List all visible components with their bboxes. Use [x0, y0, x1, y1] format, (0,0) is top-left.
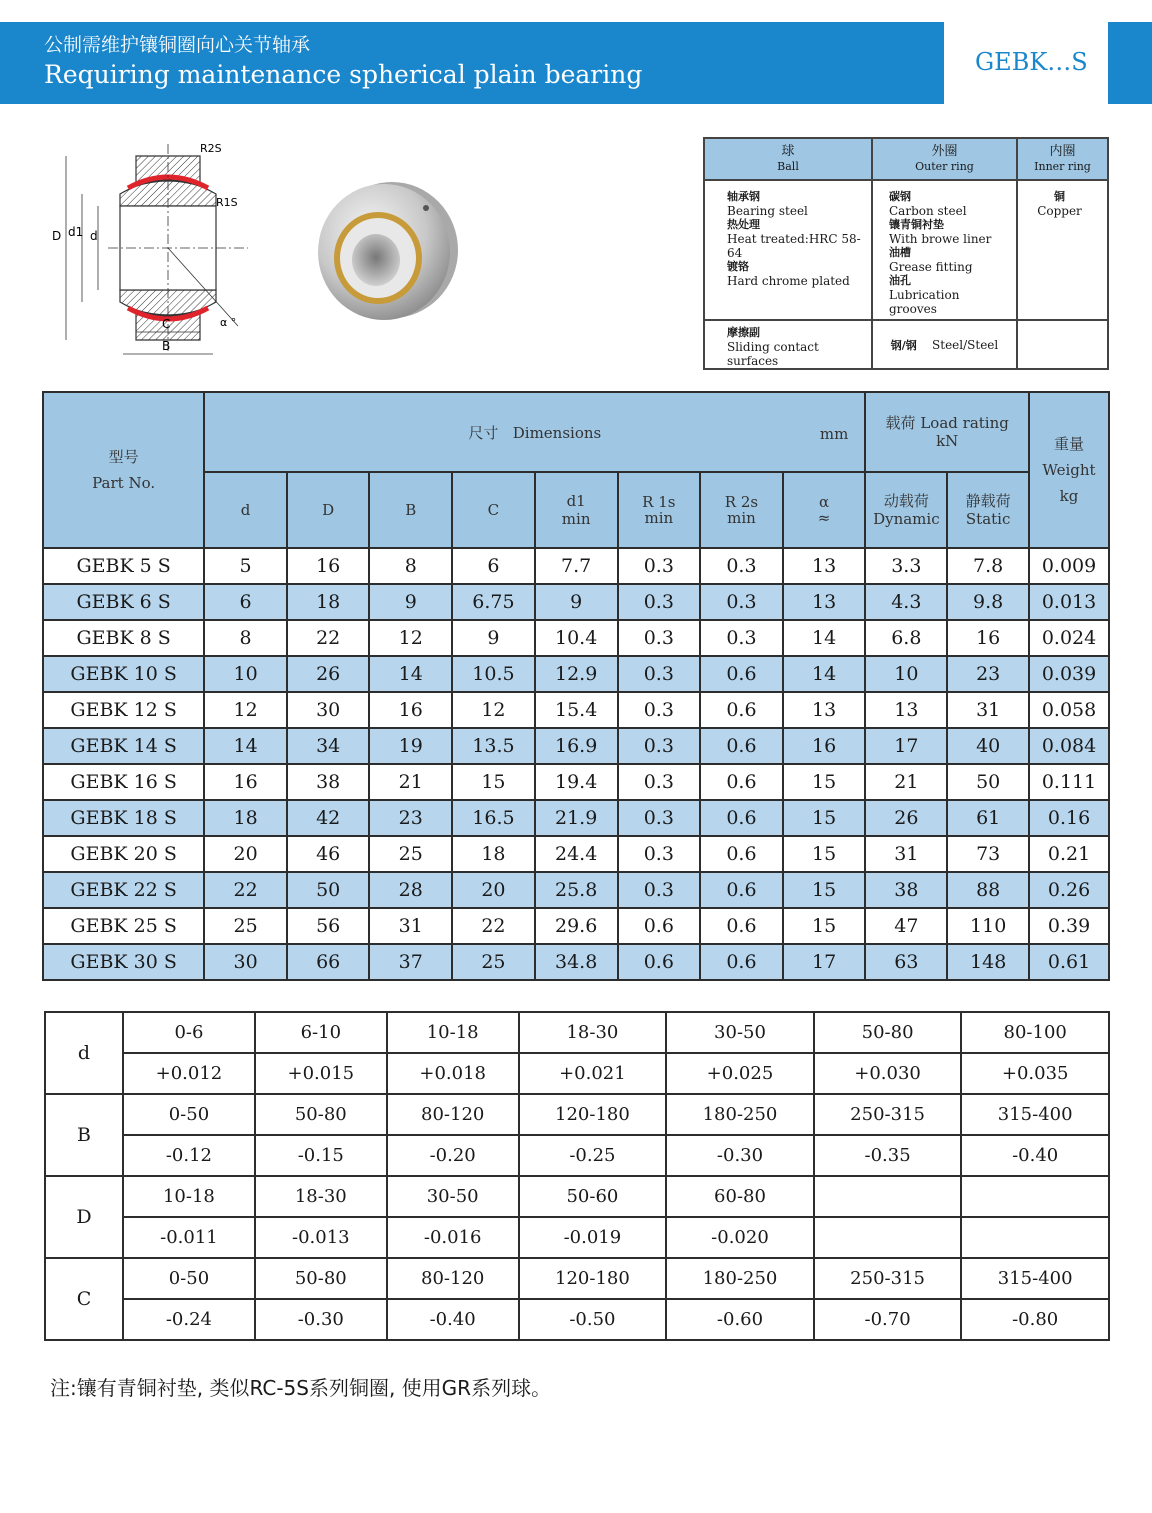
value-cell: 19: [369, 728, 452, 764]
col-r2s: R 2s min: [700, 472, 783, 548]
tolerance-value-cell: -0.12: [123, 1135, 255, 1176]
col-static: 静载荷 Static: [947, 472, 1029, 548]
col-d1: d1 min: [535, 472, 618, 548]
value-cell: 15: [783, 800, 866, 836]
tolerance-range-cell: 50-60: [519, 1176, 667, 1217]
value-cell: 13.5: [452, 728, 535, 764]
tolerance-value-cell: -0.016: [387, 1217, 519, 1258]
bearing-cross-section-diagram: [48, 136, 258, 360]
tolerance-value-cell: [961, 1217, 1109, 1258]
table-row: [43, 728, 1109, 764]
value-cell: 22: [287, 620, 370, 656]
value-cell: 18: [287, 584, 370, 620]
value-cell: 6: [204, 584, 287, 620]
tolerance-value-cell: -0.24: [123, 1299, 255, 1340]
tolerance-value-cell: -0.60: [666, 1299, 814, 1340]
part-number-cell: GEBK 20 S: [43, 836, 204, 872]
value-cell: 0.6: [700, 728, 783, 764]
col-C: C: [452, 472, 535, 548]
table-row: [43, 548, 1109, 584]
value-cell: 6.8: [865, 620, 947, 656]
tolerance-row: [45, 1135, 1109, 1176]
tolerance-range-cell: 80-100: [961, 1012, 1109, 1053]
value-cell: 38: [865, 872, 947, 908]
value-cell: 22: [204, 872, 287, 908]
table-row: [43, 944, 1109, 980]
part-number-cell: GEBK 14 S: [43, 728, 204, 764]
tolerance-group-label: B: [45, 1094, 123, 1176]
value-cell: 16.5: [452, 800, 535, 836]
tolerance-value-cell: -0.35: [814, 1135, 962, 1176]
tolerance-range-cell: 30-50: [387, 1176, 519, 1217]
tolerance-range-cell: [814, 1176, 962, 1217]
tolerance-row: [45, 1053, 1109, 1094]
value-cell: 0.3: [700, 584, 783, 620]
tolerance-row: [45, 1012, 1109, 1053]
value-cell: 0.3: [618, 872, 701, 908]
value-cell: 148: [947, 944, 1029, 980]
tolerance-range-cell: 120-180: [519, 1094, 667, 1135]
tolerance-range-cell: [961, 1176, 1109, 1217]
value-cell: 0.61: [1029, 944, 1109, 980]
value-cell: 7.7: [535, 548, 618, 584]
value-cell: 28: [369, 872, 452, 908]
value-cell: 18: [204, 800, 287, 836]
value-cell: 19.4: [535, 764, 618, 800]
value-cell: 0.058: [1029, 692, 1109, 728]
value-cell: 20: [452, 872, 535, 908]
tolerance-value-cell: -0.25: [519, 1135, 667, 1176]
value-cell: 22: [452, 908, 535, 944]
tolerance-range-cell: 50-80: [814, 1012, 962, 1053]
label-alpha: α °: [220, 316, 237, 329]
value-cell: 13: [865, 692, 947, 728]
tolerance-value-cell: -0.40: [961, 1135, 1109, 1176]
value-cell: 5: [204, 548, 287, 584]
value-cell: 13: [783, 548, 866, 584]
tolerance-value-cell: -0.15: [255, 1135, 387, 1176]
value-cell: 50: [947, 764, 1029, 800]
label-d1: d1: [68, 225, 84, 239]
part-number-cell: GEBK 18 S: [43, 800, 204, 836]
part-number-cell: GEBK 5 S: [43, 548, 204, 584]
tolerance-range-cell: 0-6: [123, 1012, 255, 1053]
value-cell: 0.3: [618, 800, 701, 836]
label-r2s: R2S: [200, 142, 222, 155]
table-row: [43, 800, 1109, 836]
value-cell: 24.4: [535, 836, 618, 872]
value-cell: 0.3: [618, 836, 701, 872]
tolerance-value-cell: +0.015: [255, 1053, 387, 1094]
value-cell: 16: [783, 728, 866, 764]
value-cell: 66: [287, 944, 370, 980]
table-row: [43, 836, 1109, 872]
part-number-cell: GEBK 16 S: [43, 764, 204, 800]
value-cell: 0.009: [1029, 548, 1109, 584]
ball-material-cell: 轴承钢 Bearing steel 热处理 Heat treated:HRC 58-64 镀铬 Hard chrome plated: [704, 180, 872, 320]
value-cell: 30: [287, 692, 370, 728]
value-cell: 31: [865, 836, 947, 872]
tolerance-table: [44, 1011, 1110, 1341]
value-cell: 10.4: [535, 620, 618, 656]
value-cell: 25: [452, 944, 535, 980]
part-number-cell: GEBK 10 S: [43, 656, 204, 692]
value-cell: 6: [452, 548, 535, 584]
value-cell: 21: [369, 764, 452, 800]
header-load-rating: 载荷 Load rating kN: [865, 392, 1029, 472]
table-row: [43, 908, 1109, 944]
value-cell: 16: [369, 692, 452, 728]
table-row: [43, 764, 1109, 800]
value-cell: 13: [783, 692, 866, 728]
label-C: C: [162, 317, 171, 331]
value-cell: 17: [783, 944, 866, 980]
value-cell: 7.8: [947, 548, 1029, 584]
bearing-photo: [308, 178, 460, 326]
value-cell: 0.21: [1029, 836, 1109, 872]
value-cell: 0.39: [1029, 908, 1109, 944]
tolerance-value-cell: -0.011: [123, 1217, 255, 1258]
value-cell: 16: [204, 764, 287, 800]
col-D: D: [287, 472, 370, 548]
value-cell: 0.039: [1029, 656, 1109, 692]
value-cell: 18: [452, 836, 535, 872]
tolerance-value-cell: -0.020: [666, 1217, 814, 1258]
value-cell: 31: [369, 908, 452, 944]
inner-ring-material-cell: 铜 Copper: [1017, 180, 1108, 320]
tolerance-value-cell: +0.012: [123, 1053, 255, 1094]
tolerance-row: [45, 1258, 1109, 1299]
tolerance-row: [45, 1299, 1109, 1340]
value-cell: 12: [452, 692, 535, 728]
value-cell: 14: [783, 656, 866, 692]
tolerance-value-cell: -0.20: [387, 1135, 519, 1176]
value-cell: 8: [369, 548, 452, 584]
value-cell: 0.6: [700, 836, 783, 872]
tolerance-group-label: d: [45, 1012, 123, 1094]
value-cell: 25: [204, 908, 287, 944]
part-number-cell: GEBK 30 S: [43, 944, 204, 980]
value-cell: 0.6: [700, 764, 783, 800]
value-cell: 0.6: [700, 908, 783, 944]
col-B: B: [369, 472, 452, 548]
value-cell: 15: [783, 908, 866, 944]
value-cell: 10: [865, 656, 947, 692]
col-dynamic: 动载荷 Dynamic: [865, 472, 947, 548]
value-cell: 25: [369, 836, 452, 872]
series-code: GEBK…S: [975, 48, 1088, 76]
tolerance-range-cell: 50-80: [255, 1258, 387, 1299]
value-cell: 9: [535, 584, 618, 620]
tolerance-row: [45, 1176, 1109, 1217]
value-cell: 15.4: [535, 692, 618, 728]
tolerance-range-cell: 80-120: [387, 1094, 519, 1135]
value-cell: 15: [783, 764, 866, 800]
footnote: 注:镶有青铜衬垫, 类似RC-5S系列铜圈, 使用GR系列球。: [50, 1376, 552, 1400]
dimensions-table: [42, 391, 1110, 981]
tolerance-value-cell: +0.025: [666, 1053, 814, 1094]
tolerance-range-cell: 50-80: [255, 1094, 387, 1135]
value-cell: 3.3: [865, 548, 947, 584]
tolerance-value-cell: +0.030: [814, 1053, 962, 1094]
value-cell: 63: [865, 944, 947, 980]
value-cell: 0.3: [618, 584, 701, 620]
value-cell: 37: [369, 944, 452, 980]
value-cell: 23: [369, 800, 452, 836]
tolerance-range-cell: 0-50: [123, 1258, 255, 1299]
table-row: [43, 620, 1109, 656]
part-number-cell: GEBK 8 S: [43, 620, 204, 656]
tolerance-value-cell: -0.80: [961, 1299, 1109, 1340]
tolerance-value-cell: -0.019: [519, 1217, 667, 1258]
part-number-cell: GEBK 6 S: [43, 584, 204, 620]
value-cell: 0.3: [700, 620, 783, 656]
materials-table: [703, 137, 1109, 370]
tolerance-value-cell: +0.018: [387, 1053, 519, 1094]
value-cell: 0.3: [618, 764, 701, 800]
header-outer-ring: 外圈 Outer ring: [872, 138, 1017, 180]
tolerance-value-cell: +0.035: [961, 1053, 1109, 1094]
tolerance-range-cell: 315-400: [961, 1094, 1109, 1135]
value-cell: 4.3: [865, 584, 947, 620]
value-cell: 0.3: [618, 620, 701, 656]
value-cell: 10: [204, 656, 287, 692]
value-cell: 0.16: [1029, 800, 1109, 836]
value-cell: 0.3: [618, 656, 701, 692]
value-cell: 26: [865, 800, 947, 836]
header-ball: 球 Ball: [704, 138, 872, 180]
value-cell: 14: [369, 656, 452, 692]
value-cell: 0.6: [700, 800, 783, 836]
tolerance-value-cell: -0.50: [519, 1299, 667, 1340]
tolerance-range-cell: 10-18: [387, 1012, 519, 1053]
part-number-cell: GEBK 25 S: [43, 908, 204, 944]
table-row: [43, 584, 1109, 620]
value-cell: 0.3: [700, 548, 783, 584]
title-english: Requiring maintenance spherical plain bearing: [44, 60, 643, 89]
tolerance-range-cell: 180-250: [666, 1258, 814, 1299]
value-cell: 23: [947, 656, 1029, 692]
value-cell: 0.013: [1029, 584, 1109, 620]
col-alpha: α ≈: [783, 472, 866, 548]
value-cell: 0.6: [618, 944, 701, 980]
part-number-cell: GEBK 12 S: [43, 692, 204, 728]
value-cell: 12: [204, 692, 287, 728]
value-cell: 9: [369, 584, 452, 620]
value-cell: 47: [865, 908, 947, 944]
header-weight: 重量 Weight kg: [1029, 392, 1109, 548]
value-cell: 14: [783, 620, 866, 656]
value-cell: 14: [204, 728, 287, 764]
tolerance-range-cell: 180-250: [666, 1094, 814, 1135]
value-cell: 73: [947, 836, 1029, 872]
value-cell: 12: [369, 620, 452, 656]
value-cell: 0.6: [700, 872, 783, 908]
col-r1s: R 1s min: [618, 472, 701, 548]
header-dimensions: 尺寸 Dimensions mm: [204, 392, 865, 472]
tolerance-row: [45, 1094, 1109, 1135]
tolerance-value-cell: -0.013: [255, 1217, 387, 1258]
part-number-cell: GEBK 22 S: [43, 872, 204, 908]
header-part-no: 型号 Part No.: [43, 392, 204, 548]
value-cell: 34.8: [535, 944, 618, 980]
tolerance-range-cell: 10-18: [123, 1176, 255, 1217]
tolerance-row: [45, 1217, 1109, 1258]
tolerance-value-cell: -0.30: [255, 1299, 387, 1340]
value-cell: 0.6: [618, 908, 701, 944]
table-row: [43, 872, 1109, 908]
value-cell: 34: [287, 728, 370, 764]
value-cell: 0.6: [700, 944, 783, 980]
tolerance-range-cell: 315-400: [961, 1258, 1109, 1299]
value-cell: 25.8: [535, 872, 618, 908]
value-cell: 15: [452, 764, 535, 800]
value-cell: 50: [287, 872, 370, 908]
title-chinese: 公制需维护镶铜圈向心关节轴承: [44, 34, 311, 56]
value-cell: 110: [947, 908, 1029, 944]
tolerance-range-cell: 0-50: [123, 1094, 255, 1135]
tolerance-range-cell: 60-80: [666, 1176, 814, 1217]
table-row: [43, 692, 1109, 728]
tolerance-range-cell: 6-10: [255, 1012, 387, 1053]
value-cell: 16.9: [535, 728, 618, 764]
value-cell: 15: [783, 836, 866, 872]
header-inner-ring: 内圈 Inner ring: [1017, 138, 1108, 180]
tolerance-value-cell: [814, 1217, 962, 1258]
tolerance-range-cell: 30-50: [666, 1012, 814, 1053]
value-cell: 56: [287, 908, 370, 944]
tolerance-range-cell: 80-120: [387, 1258, 519, 1299]
value-cell: 61: [947, 800, 1029, 836]
value-cell: 20: [204, 836, 287, 872]
tolerance-range-cell: 250-315: [814, 1094, 962, 1135]
value-cell: 16: [287, 548, 370, 584]
label-D: D: [52, 229, 62, 243]
value-cell: 31: [947, 692, 1029, 728]
value-cell: 30: [204, 944, 287, 980]
tolerance-value-cell: +0.021: [519, 1053, 667, 1094]
value-cell: 29.6: [535, 908, 618, 944]
value-cell: 12.9: [535, 656, 618, 692]
value-cell: 0.26: [1029, 872, 1109, 908]
value-cell: 16: [947, 620, 1029, 656]
value-cell: 13: [783, 584, 866, 620]
value-cell: 0.3: [618, 728, 701, 764]
value-cell: 8: [204, 620, 287, 656]
value-cell: 0.024: [1029, 620, 1109, 656]
value-cell: 88: [947, 872, 1029, 908]
value-cell: 40: [947, 728, 1029, 764]
tolerance-group-label: D: [45, 1176, 123, 1258]
value-cell: 17: [865, 728, 947, 764]
value-cell: 26: [287, 656, 370, 692]
table-row: [43, 656, 1109, 692]
col-d: d: [204, 472, 287, 548]
value-cell: 0.3: [618, 692, 701, 728]
label-r1s: R1S: [216, 196, 238, 209]
value-cell: 46: [287, 836, 370, 872]
tolerance-range-cell: 18-30: [255, 1176, 387, 1217]
value-cell: 0.6: [700, 692, 783, 728]
sliding-surfaces-empty: [1017, 320, 1108, 369]
tolerance-value-cell: -0.40: [387, 1299, 519, 1340]
value-cell: 0.084: [1029, 728, 1109, 764]
tolerance-range-cell: 18-30: [519, 1012, 667, 1053]
value-cell: 0.3: [618, 548, 701, 584]
tolerance-group-label: C: [45, 1258, 123, 1340]
tolerance-range-cell: 250-315: [814, 1258, 962, 1299]
value-cell: 42: [287, 800, 370, 836]
value-cell: 6.75: [452, 584, 535, 620]
value-cell: 0.6: [700, 656, 783, 692]
sliding-surfaces-value: 钢/钢 Steel/Steel: [872, 320, 1017, 369]
value-cell: 15: [783, 872, 866, 908]
value-cell: 10.5: [452, 656, 535, 692]
outer-ring-material-cell: 碳钢 Carbon steel 镶青铜衬垫 With browe liner 油槽 Grease fitting 油孔 Lubrication grooves: [872, 180, 1017, 320]
label-d: d: [90, 229, 98, 243]
tolerance-range-cell: 120-180: [519, 1258, 667, 1299]
label-B: B: [162, 339, 171, 353]
value-cell: 9.8: [947, 584, 1029, 620]
tolerance-value-cell: -0.70: [814, 1299, 962, 1340]
header-accent-block: [1108, 22, 1152, 104]
value-cell: 38: [287, 764, 370, 800]
value-cell: 9: [452, 620, 535, 656]
sliding-surfaces-label: 摩擦副 Sliding contact surfaces: [704, 320, 872, 369]
value-cell: 21.9: [535, 800, 618, 836]
value-cell: 0.111: [1029, 764, 1109, 800]
value-cell: 21: [865, 764, 947, 800]
tolerance-value-cell: -0.30: [666, 1135, 814, 1176]
